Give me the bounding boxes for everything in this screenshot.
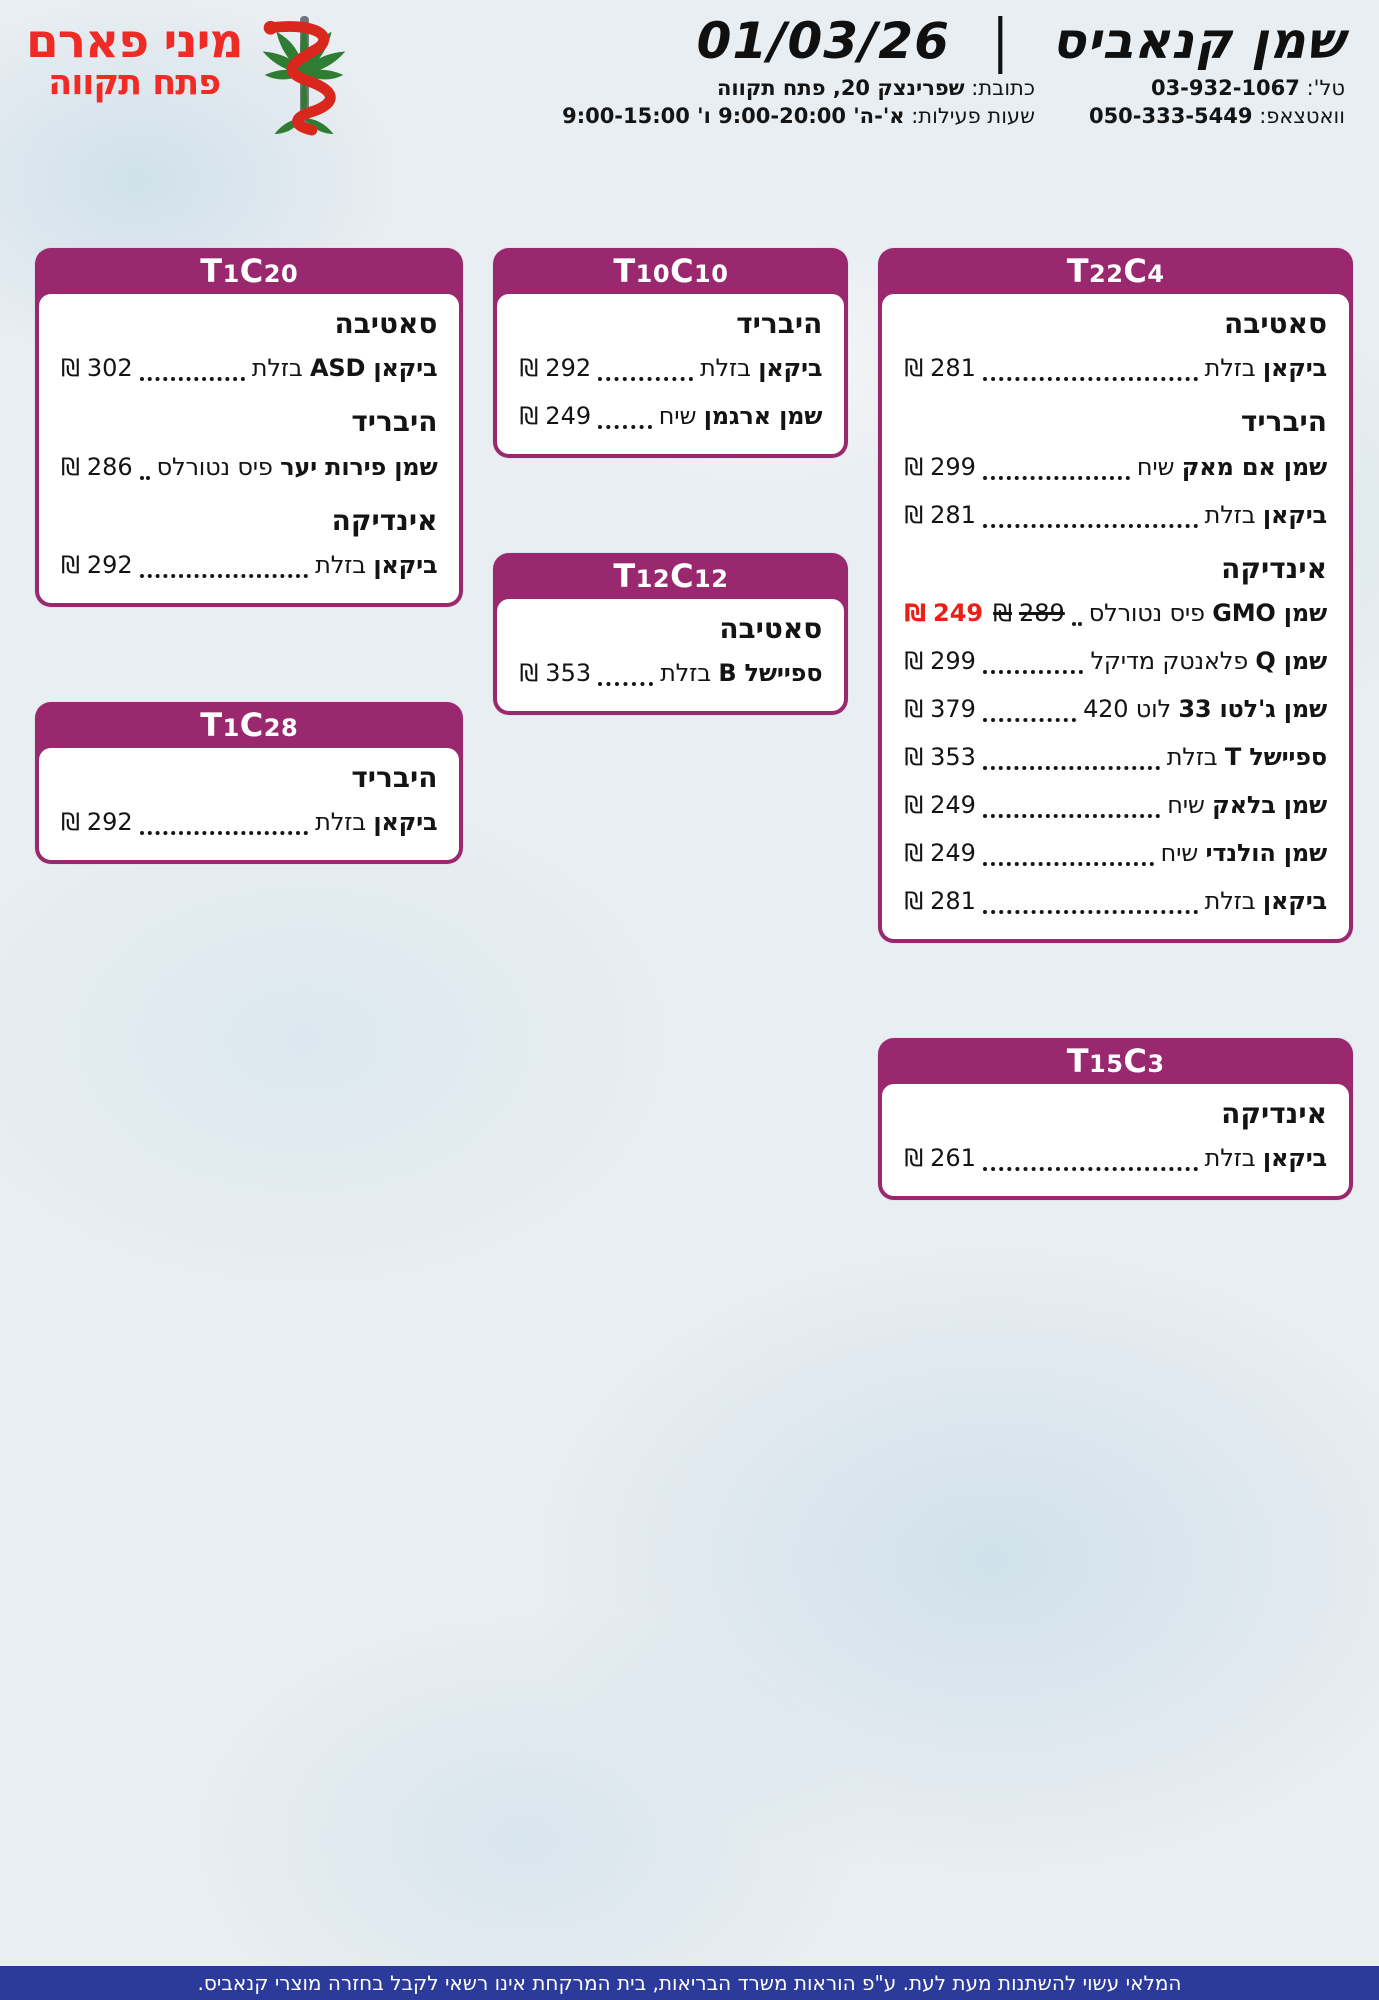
product-name-rest: בזלת bbox=[1166, 742, 1225, 771]
price-value: 281 bbox=[930, 500, 976, 529]
product-name-rest: בזלת bbox=[315, 550, 374, 579]
section-heading: אינדיקה bbox=[331, 503, 438, 537]
product-name-bold: שמן הולנדי bbox=[1205, 838, 1327, 867]
product-name-bold: ביקאן ASD bbox=[310, 354, 438, 383]
price-row bbox=[904, 637, 1327, 685]
strain-card bbox=[493, 553, 848, 715]
product-name bbox=[660, 659, 822, 687]
product-name-bold: ספיישל B bbox=[718, 659, 823, 688]
price-row bbox=[61, 344, 437, 392]
shekel-sign: ₪ bbox=[61, 452, 80, 481]
footer-disclaimer bbox=[0, 1966, 1379, 2000]
price-value: 299 bbox=[930, 646, 976, 675]
product-name-bold: ספיישל T bbox=[1224, 742, 1327, 771]
dotted-leader bbox=[983, 524, 1198, 528]
card-code: T1C28 bbox=[200, 705, 299, 744]
product-name-bold: שמן פירות יער bbox=[280, 452, 438, 481]
card-code: T10C10 bbox=[613, 252, 729, 290]
price-value: 281 bbox=[930, 354, 976, 383]
card-code: T1C20 bbox=[200, 252, 299, 290]
price-value: 302 bbox=[86, 354, 133, 383]
price bbox=[61, 354, 133, 382]
strain-card bbox=[878, 1038, 1353, 1200]
price-value: 249 bbox=[930, 790, 976, 819]
price-value: 281 bbox=[930, 886, 976, 915]
product-name-rest: לוט 420 bbox=[1083, 694, 1179, 723]
card-body bbox=[497, 294, 844, 454]
product-name bbox=[1167, 743, 1327, 771]
price-value: 353 bbox=[545, 659, 592, 688]
price-row bbox=[904, 781, 1327, 829]
contact-phone bbox=[1089, 76, 1345, 100]
strain-card bbox=[35, 702, 463, 864]
contact-hours bbox=[562, 104, 1035, 128]
logo-title: מיני פארם bbox=[26, 14, 243, 69]
price-value: 249 bbox=[545, 402, 592, 431]
shekel-sign: ₪ bbox=[904, 838, 924, 867]
shekel-sign: ₪ bbox=[904, 886, 924, 915]
dotted-leader bbox=[140, 574, 309, 578]
dotted-leader bbox=[983, 862, 1154, 866]
handwritten-product: שמן קנאביס bbox=[1051, 12, 1345, 70]
section-heading: היבריד bbox=[351, 760, 438, 794]
product-name-bold: שמן GMO bbox=[1212, 598, 1327, 627]
card-body bbox=[39, 748, 459, 860]
card-body bbox=[497, 599, 844, 711]
hours-value: א'-ה' 9:00-20:00 ו' 9:00-15:00 bbox=[562, 104, 905, 129]
product-name bbox=[315, 551, 437, 579]
price-value: 292 bbox=[86, 550, 133, 579]
dotted-leader bbox=[598, 425, 652, 429]
card-column bbox=[35, 248, 463, 864]
phone-label: טל': bbox=[1306, 76, 1345, 100]
product-name bbox=[1083, 695, 1327, 723]
cannabis-caduceus-icon bbox=[245, 10, 363, 138]
price-row bbox=[904, 829, 1327, 877]
dotted-leader bbox=[140, 831, 309, 835]
price bbox=[61, 808, 133, 836]
shekel-sign: ₪ bbox=[904, 742, 924, 771]
price bbox=[61, 453, 133, 481]
product-name-bold: שמן Q bbox=[1255, 646, 1327, 675]
product-name bbox=[659, 402, 823, 430]
cards-area bbox=[35, 248, 1353, 1200]
price-row bbox=[519, 649, 822, 697]
price-value: 249 bbox=[933, 598, 984, 627]
product-name bbox=[1205, 501, 1327, 529]
product-name-rest: שיח bbox=[658, 402, 704, 431]
address-value: שפרינצק 20, פתח תקווה bbox=[716, 76, 965, 100]
hours-label: שעות פעילות: bbox=[911, 104, 1035, 129]
product-name-rest: פיס נטורלס bbox=[156, 452, 281, 481]
card-code: T15C3 bbox=[1066, 1041, 1165, 1080]
product-name-bold: ביקאן bbox=[1262, 1144, 1327, 1173]
card-body bbox=[39, 294, 459, 603]
price bbox=[904, 1144, 976, 1172]
product-name bbox=[700, 354, 822, 382]
dotted-leader bbox=[598, 682, 653, 686]
shekel-sign: ₪ bbox=[904, 790, 924, 819]
section-heading: היבריד bbox=[736, 306, 823, 340]
dotted-leader bbox=[598, 377, 693, 381]
price-row bbox=[904, 589, 1327, 637]
product-name-rest: בזלת bbox=[699, 354, 759, 383]
price-value: 286 bbox=[86, 452, 133, 481]
shekel-sign: ₪ bbox=[904, 646, 924, 675]
section-heading: סאטיבה bbox=[719, 611, 823, 645]
section-heading: אינדיקה bbox=[1221, 1096, 1327, 1130]
price bbox=[904, 791, 976, 819]
price-row bbox=[904, 1134, 1327, 1182]
strain-card bbox=[493, 248, 848, 458]
price-value: 292 bbox=[86, 808, 133, 837]
shekel-sign: ₪ bbox=[904, 354, 924, 383]
shekel-sign: ₪ bbox=[904, 1144, 924, 1173]
contact-whatsapp bbox=[1089, 104, 1345, 128]
product-name-rest: שיח bbox=[1136, 452, 1182, 481]
card-column bbox=[493, 248, 848, 715]
product-name-rest: שיח bbox=[1167, 790, 1213, 819]
price bbox=[904, 695, 976, 723]
card-body bbox=[882, 1084, 1349, 1196]
product-name-rest: בזלת bbox=[1204, 886, 1263, 915]
logo-subtitle: פתח תקווה bbox=[48, 63, 221, 103]
price bbox=[904, 501, 976, 529]
product-name-bold: שמן ארגמן bbox=[703, 402, 823, 431]
shekel-sign: ₪ bbox=[61, 354, 80, 383]
old-price-value: 289 bbox=[1018, 598, 1065, 627]
product-name bbox=[157, 453, 438, 481]
whatsapp-label: וואטצאפ: bbox=[1259, 104, 1345, 129]
product-name-bold: שמן אם מאק bbox=[1181, 452, 1327, 481]
price bbox=[904, 599, 983, 627]
shekel-sign: ₪ bbox=[519, 354, 539, 383]
shekel-sign: ₪ bbox=[61, 808, 80, 837]
price-value: 299 bbox=[930, 452, 976, 481]
price bbox=[61, 551, 133, 579]
product-name-rest: בזלת bbox=[1204, 500, 1263, 529]
product-name bbox=[1205, 1144, 1327, 1172]
price-value: 379 bbox=[930, 694, 976, 723]
price bbox=[519, 354, 591, 382]
shekel-sign: ₪ bbox=[904, 500, 924, 529]
product-name-rest: בזלת bbox=[315, 808, 374, 837]
price bbox=[519, 659, 591, 687]
product-name-rest: בזלת bbox=[1204, 354, 1263, 383]
card-column bbox=[878, 248, 1353, 1200]
price-row bbox=[519, 344, 822, 392]
section-heading: היבריד bbox=[1240, 405, 1327, 439]
price-row bbox=[904, 685, 1327, 733]
price-row bbox=[904, 443, 1327, 491]
product-name-bold: ביקאן bbox=[758, 354, 823, 383]
product-name-rest: פיס נטורלס bbox=[1088, 598, 1213, 627]
card-code: T12C12 bbox=[613, 557, 729, 596]
dotted-leader bbox=[1072, 622, 1082, 626]
handwritten-title bbox=[696, 7, 1345, 75]
price bbox=[904, 354, 976, 382]
price bbox=[904, 453, 976, 481]
strain-card bbox=[35, 248, 463, 607]
contact-info bbox=[562, 76, 1345, 128]
footer-note: המלאי עשוי להשתנות מעת לעת. ע"פ הוראות משרד הבריאות, בית המרקחת אינו רשאי לקבל בחזרה מוצרי קנאביס. bbox=[197, 1971, 1182, 1995]
product-name bbox=[1090, 647, 1327, 675]
product-name bbox=[1205, 887, 1327, 915]
dotted-leader bbox=[140, 377, 245, 381]
product-name bbox=[315, 808, 437, 836]
price-value: 292 bbox=[545, 354, 592, 383]
card-body bbox=[882, 294, 1349, 939]
price-value: 261 bbox=[930, 1144, 976, 1173]
product-name-rest: פלאנטק מדיקל bbox=[1090, 646, 1256, 675]
price-row bbox=[904, 877, 1327, 925]
section-heading: אינדיקה bbox=[1221, 551, 1327, 585]
price bbox=[904, 743, 976, 771]
shekel-sign: ₪ bbox=[519, 659, 539, 688]
price-row bbox=[904, 491, 1327, 539]
product-name-bold: ביקאן bbox=[373, 808, 438, 837]
price-row bbox=[61, 443, 437, 491]
price-row bbox=[61, 798, 437, 846]
price-value: 249 bbox=[930, 838, 976, 867]
whatsapp-number: 050-333-5449 bbox=[1088, 104, 1253, 129]
card-code: T22C4 bbox=[1066, 252, 1165, 290]
shekel-sign: ₪ bbox=[904, 694, 924, 723]
product-name-rest: בזלת bbox=[1204, 1144, 1263, 1173]
product-name-bold: שמן בלאק bbox=[1212, 790, 1327, 819]
strain-card bbox=[878, 248, 1353, 943]
product-name-rest: שיח bbox=[1160, 838, 1206, 867]
product-name bbox=[1167, 791, 1327, 819]
contact-address bbox=[562, 76, 1035, 100]
shekel-sign: ₪ bbox=[61, 550, 80, 579]
product-name bbox=[1205, 354, 1327, 382]
phone-number: 03-932-1067 bbox=[1150, 76, 1300, 100]
section-heading: סאטיבה bbox=[1224, 306, 1327, 340]
shekel-sign: ₪ bbox=[904, 452, 924, 481]
section-heading: סאטיבה bbox=[334, 306, 438, 340]
dotted-leader bbox=[983, 377, 1198, 381]
product-name bbox=[1161, 839, 1327, 867]
product-name-bold: ביקאן bbox=[373, 550, 438, 579]
price bbox=[904, 887, 976, 915]
old-price bbox=[993, 599, 1065, 627]
handwritten-date: 01/03/26 bbox=[696, 12, 950, 70]
dotted-leader bbox=[983, 910, 1198, 914]
price bbox=[904, 839, 976, 867]
handwritten-separator-bar: | bbox=[991, 7, 1010, 75]
price-row bbox=[61, 541, 437, 589]
shekel-sign: ₪ bbox=[904, 598, 927, 627]
product-name bbox=[1089, 599, 1327, 627]
product-name-bold: ביקאן bbox=[1262, 886, 1327, 915]
product-name-rest: בזלת bbox=[251, 354, 311, 383]
shekel-sign: ₪ bbox=[519, 402, 539, 431]
dotted-leader bbox=[983, 476, 1130, 480]
pharmacy-logo bbox=[26, 10, 363, 138]
dotted-leader bbox=[140, 476, 150, 480]
product-name-bold: ביקאן bbox=[1262, 500, 1327, 529]
price bbox=[904, 647, 976, 675]
price-row bbox=[904, 733, 1327, 781]
price bbox=[519, 402, 591, 430]
dotted-leader bbox=[983, 718, 1076, 722]
shekel-sign: ₪ bbox=[993, 598, 1012, 627]
product-name-bold: שמן ג'לטו 33 bbox=[1178, 694, 1327, 723]
dotted-leader bbox=[983, 766, 1160, 770]
dotted-leader bbox=[983, 1167, 1198, 1171]
price-row bbox=[904, 344, 1327, 392]
price-value: 353 bbox=[930, 742, 976, 771]
product-name bbox=[1137, 453, 1327, 481]
address-label: כתובת: bbox=[971, 76, 1035, 100]
price-row bbox=[519, 392, 822, 440]
product-name-rest: בזלת bbox=[660, 659, 719, 688]
logo-text bbox=[26, 10, 243, 102]
section-heading: היבריד bbox=[351, 405, 438, 439]
product-name bbox=[252, 354, 438, 382]
dotted-leader bbox=[983, 814, 1160, 818]
dotted-leader bbox=[983, 670, 1084, 674]
product-name-bold: ביקאן bbox=[1262, 354, 1327, 383]
